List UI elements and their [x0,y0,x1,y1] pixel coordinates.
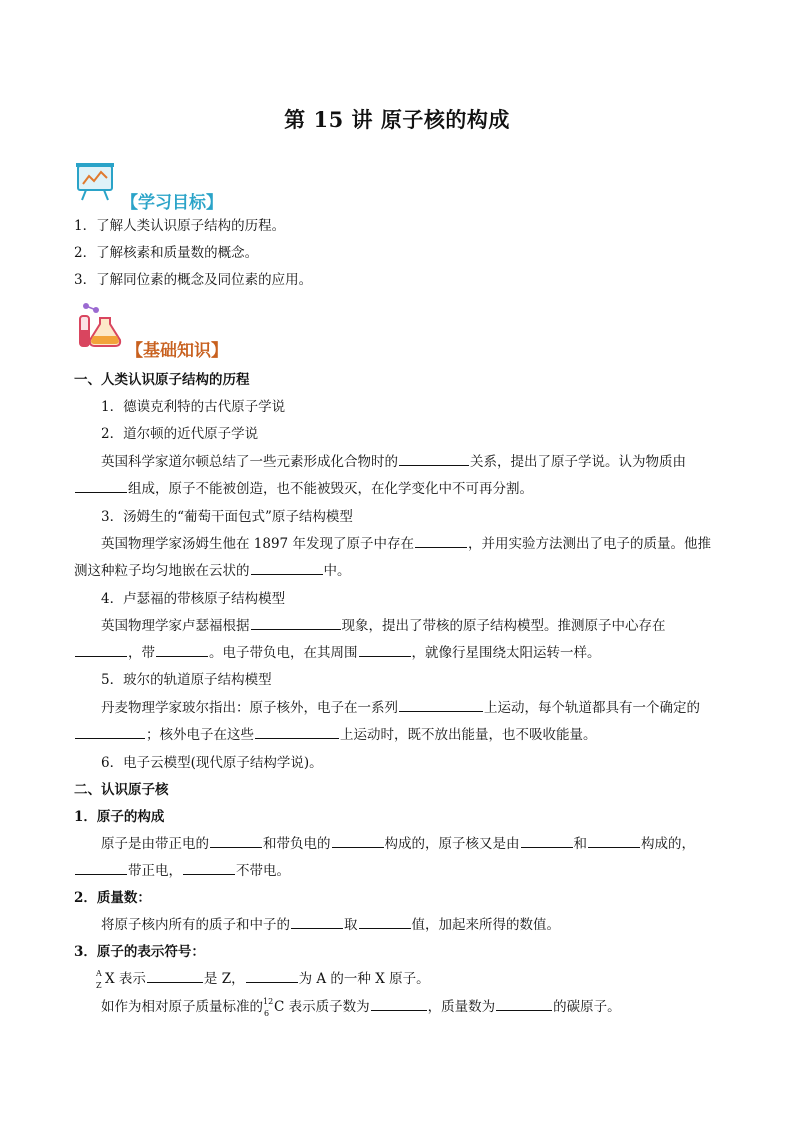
paragraph-line: 将原子核内所有的质子和中子的 取 值，加起来所得的数值。 [101,917,560,933]
list-item: 4．卢瑟福的带核原子结构模型 [101,591,286,607]
fill-blank[interactable] [371,997,427,1011]
paragraph-line: 测这种粒子均匀地嵌在云状的 中。 [74,563,351,579]
fill-blank[interactable] [399,452,469,466]
learning-goals-heading: 【学习目标】 [121,193,223,213]
fill-blank[interactable] [251,561,323,575]
fill-blank[interactable] [246,969,298,983]
fill-blank[interactable] [183,861,235,875]
fill-blank[interactable] [496,997,552,1011]
list-item: 5．玻尔的轨道原子结构模型 [101,672,272,688]
fill-blank[interactable] [399,698,483,712]
fill-blank[interactable] [521,834,573,848]
fill-blank[interactable] [210,834,262,848]
fill-blank[interactable] [255,725,339,739]
fill-blank[interactable] [75,479,127,493]
list-item: 1．德谟克利特的古代原子学说 [101,399,286,415]
fill-blank[interactable] [415,534,467,548]
fill-blank[interactable] [291,915,343,929]
chemistry-flask-icon [74,300,124,354]
paragraph-line: 带正电， 不带电。 [74,861,290,881]
subheading: 2．质量数： [74,890,151,906]
subheading: 3．原子的表示符号： [74,944,205,960]
fill-blank[interactable] [147,969,203,983]
page-title: 第 15 讲 原子核的构成 [284,107,510,132]
teaching-board-icon [74,160,118,206]
part2-heading: 二、认识原子核 [74,782,169,798]
nuclide-notation: A Z [96,969,102,990]
fill-blank[interactable] [332,834,384,848]
paragraph-line: 组成，原子不能被创造，也不能被毁灭，在化学变化中不可再分割。 [74,479,533,499]
paragraph-line: A Z X 表示 是 Z， 为 A 的一种 X 原子。 [96,969,430,990]
paragraph-line: 原子是由带正电的 和带负电的 构成的，原子核又是由 和 构成的， [101,836,695,852]
paragraph-line: 英国物理学家卢瑟福根据 现象，提出了带核的原子结构模型。推测原子中心存在 [101,618,666,634]
list-item: 6．电子云模型(现代原子结构学说)。 [101,755,323,771]
fill-blank[interactable] [156,643,208,657]
paragraph-line: 英国科学家道尔顿总结了一些元素形成化合物时的 关系，提出了原子学说。认为物质由 [101,454,686,470]
fill-blank[interactable] [359,643,411,657]
list-item: 2．道尔顿的近代原子学说 [101,426,259,442]
fill-blank[interactable] [75,643,127,657]
subheading: 1．原子的构成 [74,809,165,825]
paragraph-line: ；核外电子在这些 上运动时，既不放出能量，也不吸收能量。 [74,725,597,745]
paragraph-line: 如作为相对原子质量标准的 12 6 C 表示质子数为 ，质量数为 的碳原子。 [101,997,621,1018]
goal-item: 1．了解人类认识原子结构的历程。 [74,218,286,234]
nuclide-notation: 12 6 [263,997,274,1018]
goal-item: 2．了解核素和质量数的概念。 [74,245,259,261]
paragraph-line: 英国物理学家汤姆生他在 1897 年发现了原子中存在 ，并用实验方法测出了电子的质量。他推 [101,536,711,552]
basic-knowledge-heading: 【基础知识】 [126,341,228,361]
list-item: 3．汤姆生的“葡萄干面包式”原子结构模型 [101,509,353,525]
fill-blank[interactable] [359,915,411,929]
goal-item: 3．了解同位素的概念及同位素的应用。 [74,272,313,288]
fill-blank[interactable] [75,725,145,739]
paragraph-line: 丹麦物理学家玻尔指出：原子核外，电子在一系列 上运动，每个轨道都具有一个确定的 [101,700,700,716]
paragraph-line: ，带 。电子带负电，在其周围 ，就像行星围绕太阳运转一样。 [74,643,601,663]
fill-blank[interactable] [251,616,341,630]
fill-blank[interactable] [75,861,127,875]
part1-heading: 一、人类认识原子结构的历程 [74,372,250,388]
fill-blank[interactable] [588,834,640,848]
